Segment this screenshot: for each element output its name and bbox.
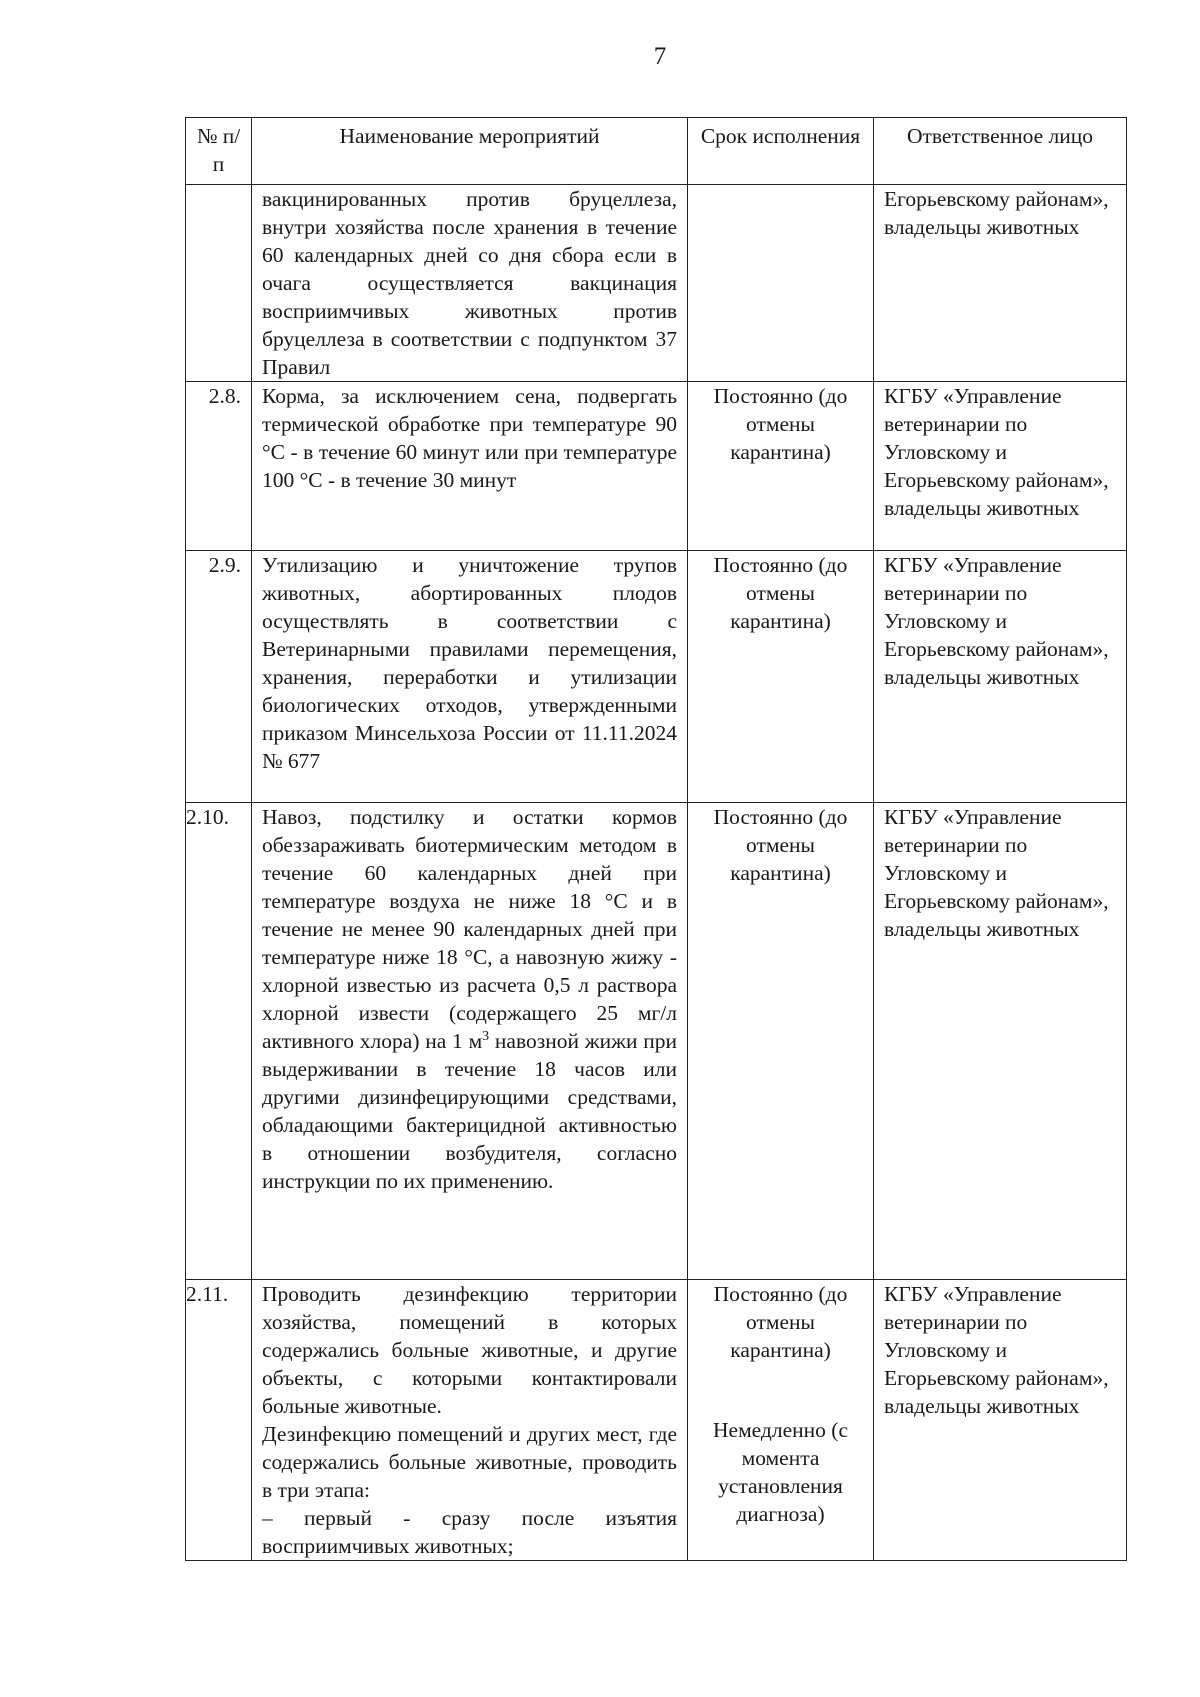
table-row (186, 185, 1127, 382)
row-responsible-part: Егорьевскому районам», (884, 187, 1109, 211)
row-measure-name (252, 803, 688, 1280)
table-body (186, 185, 1127, 1561)
row-measure-name: Корма, за исключением сена, подвергать термической обработке при температуре 90 °С - в течение 60 минут или при температуре 100 °С - в течение 30 минут (252, 382, 688, 551)
row-term: Постоянно (до отмены карантина) (688, 803, 874, 1280)
row-responsible: КГБУ «Управление ветеринарии по Угловскому и Егорьевскому районам», владельцы животных (874, 1280, 1127, 1561)
row-measure-paragraph: Дезинфекцию помещений и других мест, где содержались больные животные, проводить в три этапа: (262, 1422, 677, 1502)
header-name: Наименование мероприятий (252, 118, 688, 185)
row-responsible: КГБУ «Управление ветеринарии по Угловскому и Егорьевскому районам», владельцы животных (874, 803, 1127, 1280)
row-measure-name: вакцинированных против бруцеллеза, внутри хозяйства после хранения в течение 60 календарных дней со дня сбора если в очага осуществляется вакцинация восприимчивых животных против бруцеллеза в соответствии с подпунктом 37 Правил (252, 185, 688, 382)
row-measure-paragraph: Проводить дезинфекцию территории хозяйства, помещений в которых содержались больные животные, и другие объекты, с которыми контактировали больные животные. (262, 1282, 677, 1418)
row-responsible: КГБУ «Управление ветеринарии по Угловскому и Егорьевскому районам», владельцы животных (874, 551, 1127, 803)
row-number: 2.10. (186, 803, 252, 1280)
header-row (186, 118, 1127, 185)
row-term-part: Постоянно (до отмены карантина) (713, 1282, 848, 1362)
table-row (186, 803, 1127, 1280)
row-number: 2.8. (186, 382, 252, 551)
header-responsible: Ответственное лицо (874, 118, 1127, 185)
row-measure-text: навозной жижи при выдерживании в течение 18 часов или другими дизинфецирующими средствами, обладающими бактерицидной активностью в отношении возбудителя, согласно инструкции по их применению. (262, 1029, 677, 1193)
row-measure-text: Навоз, подстилку и остатки кормов обеззараживать биотермическим методом в течение 60 календарных дней при температуре воздуха не ниже 18 °С и в течение не менее 90 календарных дней при температуре ниже 18 °С, а навозную жижу - хлорной известью из расчета 0,5 л раствора хлорной извести (содержащего 25 мг/л активного хлора) на 1 м (262, 805, 677, 1053)
table-row (186, 382, 1127, 551)
table-header (186, 118, 1127, 185)
row-term: Постоянно (до отмены карантина) (688, 382, 874, 551)
page-number: 7 (653, 43, 667, 70)
row-term (688, 1280, 874, 1561)
row-measure-paragraph: – первый - сразу после изъятия восприимчивых животных; (262, 1506, 677, 1558)
row-number: 2.11. (186, 1280, 252, 1561)
row-measure-name: Утилизацию и уничтожение трупов животных, абортированных плодов осуществлять в соответствии с Ветеринарными правилами перемещения, хранения, переработки и утилизации биологических отходов, утвержденными приказом Минсельхоза России от 11.11.2024 № 677 (252, 551, 688, 803)
measures-table (185, 117, 1127, 1561)
superscript-three: 3 (482, 1028, 490, 1044)
row-number (186, 185, 252, 382)
row-number: 2.9. (186, 551, 252, 803)
row-term: Постоянно (до отмены карантина) (688, 551, 874, 803)
header-term: Срок исполнения (688, 118, 874, 185)
row-term-part: Немедленно (с момента установления диагноза) (713, 1418, 848, 1526)
row-responsible (874, 185, 1127, 382)
table-row (186, 551, 1127, 803)
table-row (186, 1280, 1127, 1561)
row-responsible: КГБУ «Управление ветеринарии по Угловскому и Егорьевскому районам», владельцы животных (874, 382, 1127, 551)
header-number: № п/п (186, 118, 252, 185)
row-responsible-part: владельцы животных (884, 215, 1080, 239)
row-term (688, 185, 874, 382)
row-measure-name (252, 1280, 688, 1561)
